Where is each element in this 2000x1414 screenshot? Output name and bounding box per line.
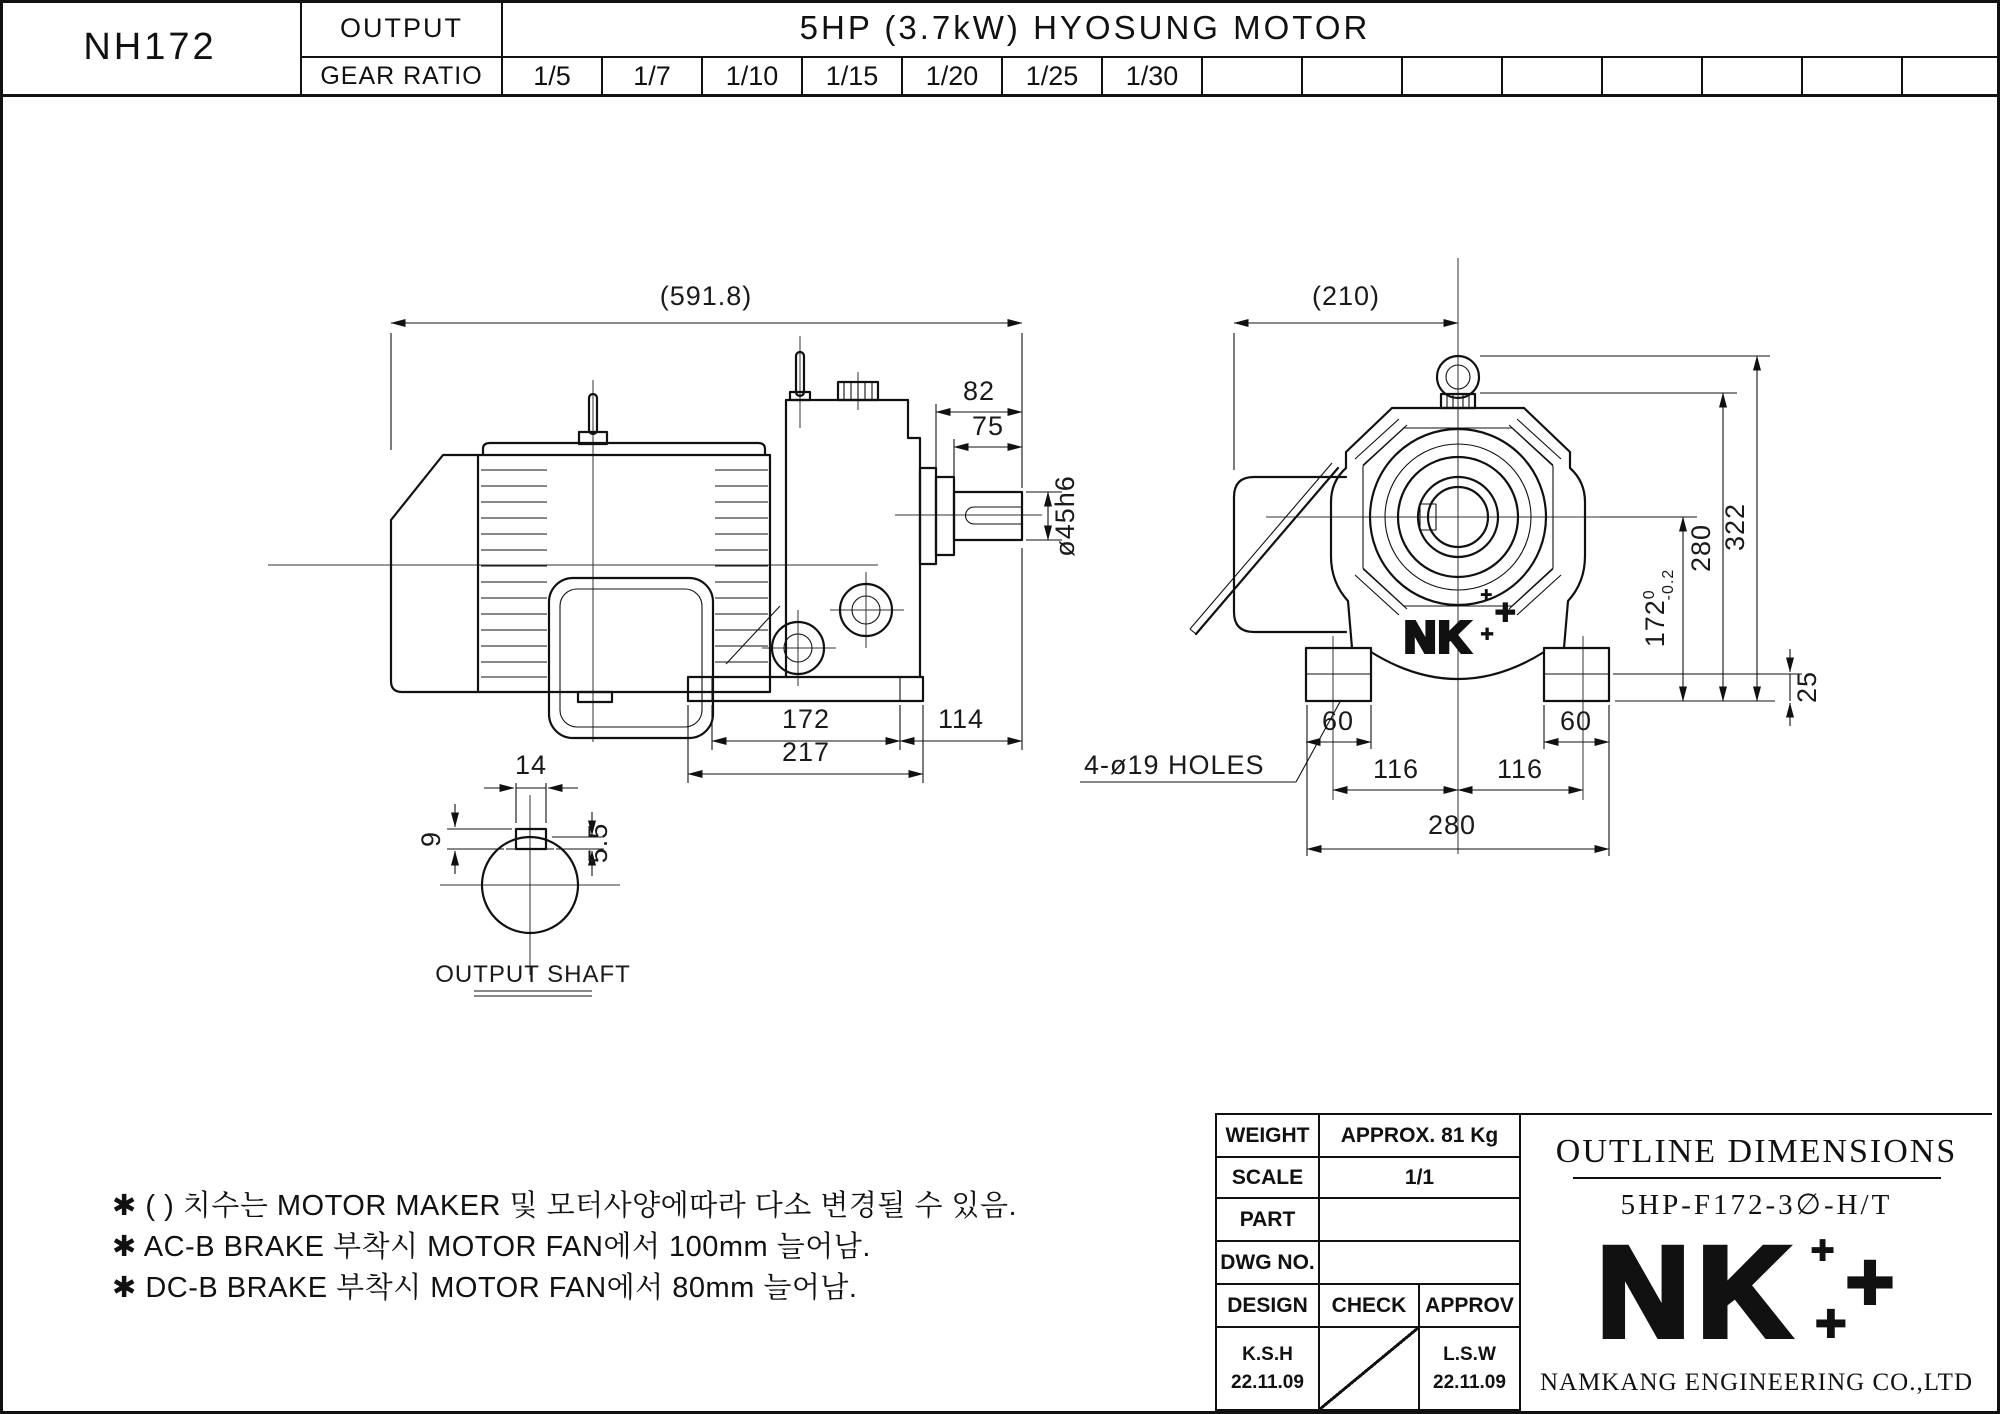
company-logo <box>1597 1216 1916 1369</box>
mounting-base <box>688 677 923 701</box>
note-line: ✱ ( ) 치수는 MOTOR MAKER 및 모터사양에따라 다소 변경될 수 있음. <box>112 1190 1018 1222</box>
plus-mark-icon: ✚ <box>1843 1246 1896 1320</box>
title-block-panel <box>1521 1113 1992 1411</box>
output-shaft <box>920 468 1022 564</box>
approver-signature <box>1420 1328 1519 1409</box>
gear-ratio-value: 1/30 <box>1103 58 1203 94</box>
title-block-table <box>1215 1113 1521 1411</box>
approv-label: APPROV <box>1420 1285 1519 1328</box>
terminal-box-front <box>1190 463 1346 634</box>
plus-mark-icon: ✚ <box>1813 1301 1848 1348</box>
dim-hole-span-right: 116 <box>1496 754 1544 784</box>
design-label: DESIGN <box>1217 1285 1320 1328</box>
check-label: CHECK <box>1320 1285 1420 1328</box>
dim-shaft-proj: 82 <box>962 376 996 406</box>
motor-spec-cell: 5HP (3.7kW) HYOSUNG MOTOR <box>503 0 2000 58</box>
plus-mark-icon: ✚ <box>1809 1233 1836 1269</box>
model-cell <box>0 0 302 94</box>
dim-overall-width: (210) <box>1311 281 1381 311</box>
dim-base-total: 217 <box>781 737 831 767</box>
front-view <box>1080 258 1822 856</box>
dim-axis-height: $172^0$ -0.2 <box>1640 568 1677 648</box>
gear-ratio-empty-cell <box>1603 58 1703 94</box>
motor-body <box>478 394 770 738</box>
title-rule <box>1573 1177 1941 1179</box>
dim-overall-length: (591.8) <box>659 281 753 311</box>
dim-shaft-length: 75 <box>971 411 1005 441</box>
header-value-column <box>503 0 2000 94</box>
dim-total-height: 322 <box>1720 502 1750 552</box>
doc-number: 5HP-F172-3∅-H/T <box>1620 1189 1893 1221</box>
cooling-fins <box>481 470 768 677</box>
nk-logo-text: NK <box>1597 1220 1798 1364</box>
leader-line <box>1296 700 1341 782</box>
dwg-no-value <box>1320 1242 1519 1285</box>
shaft-detail-label: OUTPUT SHAFT <box>435 961 631 988</box>
gear-ratio-value: 1/5 <box>503 58 603 94</box>
gear-ratio-value: 1/15 <box>803 58 903 94</box>
plus-mark-icon: ✚ <box>1480 587 1493 604</box>
gear-ratio-value: 1/10 <box>703 58 803 94</box>
gear-ratio-label-cell: GEAR RATIO <box>320 61 483 90</box>
company-name: NAMKANG ENGINEERING CO.,LTD <box>1540 1369 1973 1396</box>
note-line: ✱ AC-B BRAKE 부착시 MOTOR FAN에서 100mm 늘어남. <box>112 1231 871 1263</box>
designer-signature <box>1217 1328 1320 1409</box>
dim-pad-height: 25 <box>1792 670 1822 704</box>
check-signature-empty <box>1320 1328 1420 1409</box>
dim-hole-span-left: 116 <box>1372 754 1420 784</box>
gear-ratio-value: 1/7 <box>603 58 703 94</box>
gear-ratio-empty-cell <box>1803 58 1903 94</box>
designer-date: 22.11.09 <box>1231 1371 1304 1393</box>
plus-mark-icon: ✚ <box>1494 598 1517 628</box>
gear-ratio-row <box>503 58 2000 94</box>
nk-logo: NK <box>1404 613 1472 662</box>
gear-ratio-value: 1/20 <box>903 58 1003 94</box>
notes <box>112 1186 1017 1309</box>
dim-base-length: 172 <box>781 704 831 734</box>
scale-label: SCALE <box>1217 1158 1320 1199</box>
output-label-cell: OUTPUT <box>302 0 501 58</box>
gear-ratio-value: 1/25 <box>1003 58 1103 94</box>
part-label: PART <box>1217 1199 1320 1242</box>
gear-ratio-empty-cell <box>1303 58 1403 94</box>
header-table <box>0 0 2000 97</box>
gear-ratio-empty-cell <box>1403 58 1503 94</box>
dim-housing-height: 280 <box>1686 523 1716 573</box>
side-view <box>268 281 1080 783</box>
fan-cover <box>391 455 478 692</box>
dim-foot-width-right: 60 <box>1559 706 1593 736</box>
doc-title: OUTLINE DIMENSIONS <box>1555 1133 1958 1170</box>
dim-key-depth: 5.5 <box>583 822 613 864</box>
plus-mark-icon: ✚ <box>1480 625 1495 644</box>
scale-value: 1/1 <box>1320 1158 1519 1199</box>
dim-base-width: 280 <box>1427 810 1477 840</box>
approver-date: 22.11.09 <box>1433 1371 1506 1393</box>
designer-name: K.S.H <box>1242 1343 1293 1365</box>
dim-foot-width-left: 60 <box>1321 706 1355 736</box>
dim-key-width: 14 <box>514 750 548 780</box>
weight-label: WEIGHT <box>1217 1115 1320 1158</box>
nk-logo-crosses <box>1804 1227 1916 1359</box>
gear-ratio-empty-cell <box>1903 58 2000 94</box>
header-label-column <box>302 0 503 94</box>
side-view-dimensions <box>391 281 1080 783</box>
holes-callout: 4-ø19 HOLES <box>1084 750 1265 780</box>
gear-ratio-empty-cell <box>1503 58 1603 94</box>
model-number: NH172 <box>83 25 217 68</box>
approver-name: L.S.W <box>1443 1343 1496 1365</box>
weight-value: APPROX. 81 Kg <box>1320 1115 1519 1158</box>
breather-cap <box>838 382 878 400</box>
shaft-detail <box>416 750 631 996</box>
gear-ratio-empty-cell <box>1703 58 1803 94</box>
dim-shaft-dia: ø45h6 <box>1050 475 1080 557</box>
dim-key-height: 9 <box>416 830 446 848</box>
gear-ratio-empty-cell <box>1203 58 1303 94</box>
gearbox-housing <box>688 352 923 701</box>
part-value <box>1320 1199 1519 1242</box>
dim-shaft-overhang: 114 <box>937 704 985 734</box>
dwg-no-label: DWG NO. <box>1217 1242 1320 1285</box>
note-line: ✱ DC-B BRAKE 부착시 MOTOR FAN에서 80mm 늘어남. <box>112 1272 858 1304</box>
